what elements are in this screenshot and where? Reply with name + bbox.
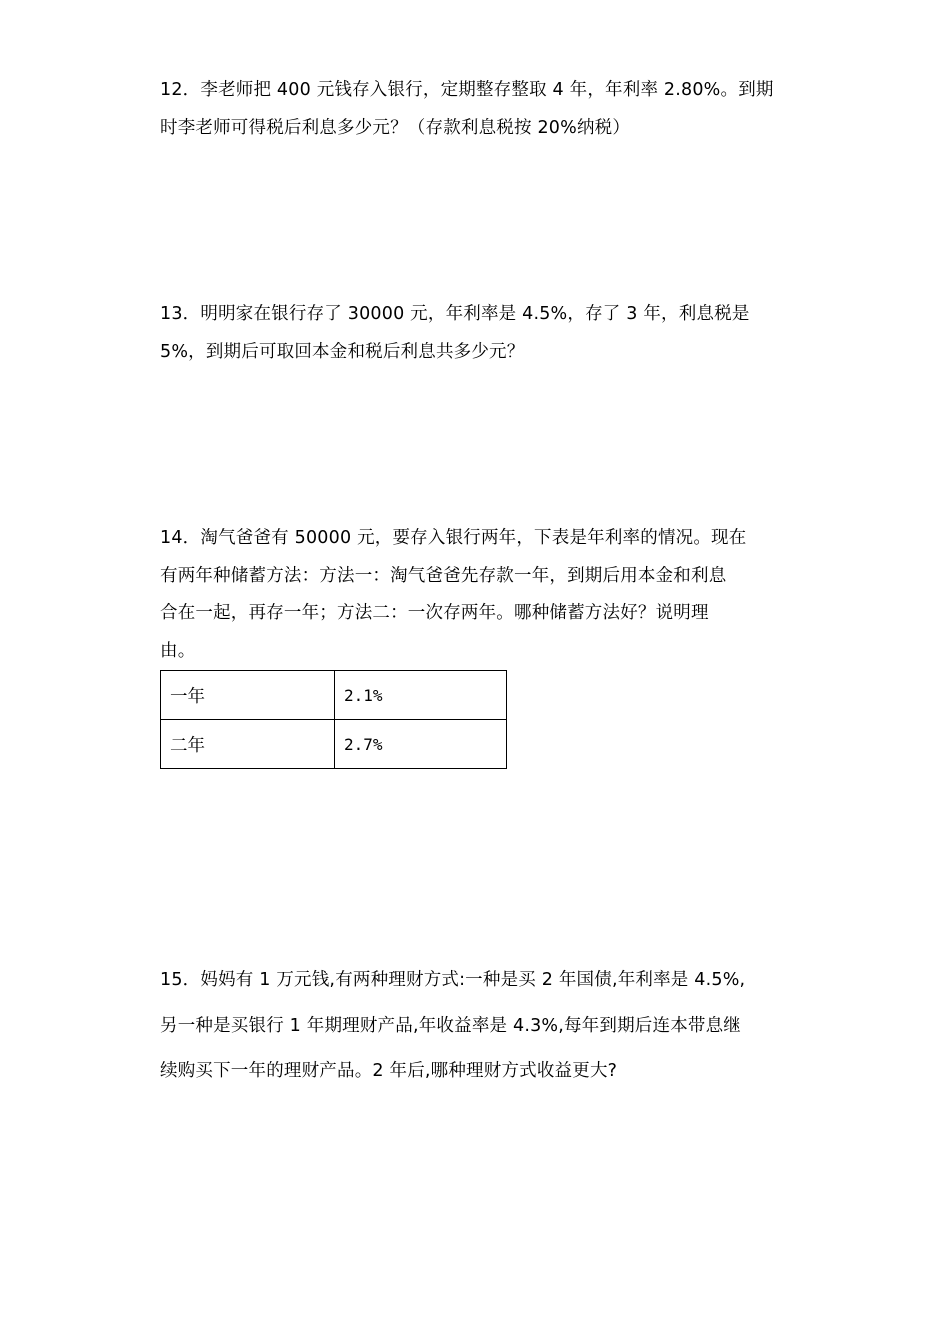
- interest-rate-table: [160, 670, 507, 769]
- problem-15: [160, 958, 745, 1095]
- problem-14-line-4: 由。: [160, 640, 196, 661]
- problem-13-line-1: 13．明明家在银行存了 30000 元，年利率是 4.5%，存了 3 年，利息税是: [160, 304, 750, 324]
- term-cell: 一年: [161, 671, 335, 720]
- problem-15-line-3: 续购买下一年的理财产品。2 年后,哪种理财方式收益更大?: [160, 1061, 618, 1081]
- term-cell: 二年: [161, 720, 335, 769]
- table-row: [161, 720, 507, 769]
- problem-15-line-2: 另一种是买银行 1 年期理财产品,年收益率是 4.3%,每年到期后连本带息继: [160, 1015, 742, 1036]
- problem-12-line-2: 时李老师可得税后利息多少元？（存款利息税按 20%纳税）: [160, 117, 631, 138]
- problem-14-line-3: 合在一起，再存一年；方法二：一次存两年。哪种储蓄方法好？说明理: [160, 603, 709, 623]
- problem-13-line-2: 5%，到期后可取回本金和税后利息共多少元？: [160, 341, 525, 362]
- problem-14-line-1: 14．淘气爸爸有 50000 元，要存入银行两年，下表是年利率的情况。现在: [160, 528, 747, 548]
- problem-15-line-1: 15．妈妈有 1 万元钱,有两种理财方式:一种是买 2 年国债,年利率是 4.5%,: [160, 970, 746, 990]
- rate-cell: 2.7%: [335, 720, 507, 769]
- problem-14: [160, 520, 746, 670]
- table-row: [161, 671, 507, 720]
- problem-12-line-1: 12．李老师把 400 元钱存入银行，定期整存整取 4 年，年利率 2.80%。到期: [160, 80, 774, 100]
- problem-13: [160, 296, 750, 371]
- problem-12: [160, 72, 774, 147]
- problem-14-line-2: 有两年种储蓄方法：方法一：淘气爸爸先存款一年，到期后用本金和利息: [160, 565, 727, 586]
- rate-cell: 2.1%: [335, 671, 507, 720]
